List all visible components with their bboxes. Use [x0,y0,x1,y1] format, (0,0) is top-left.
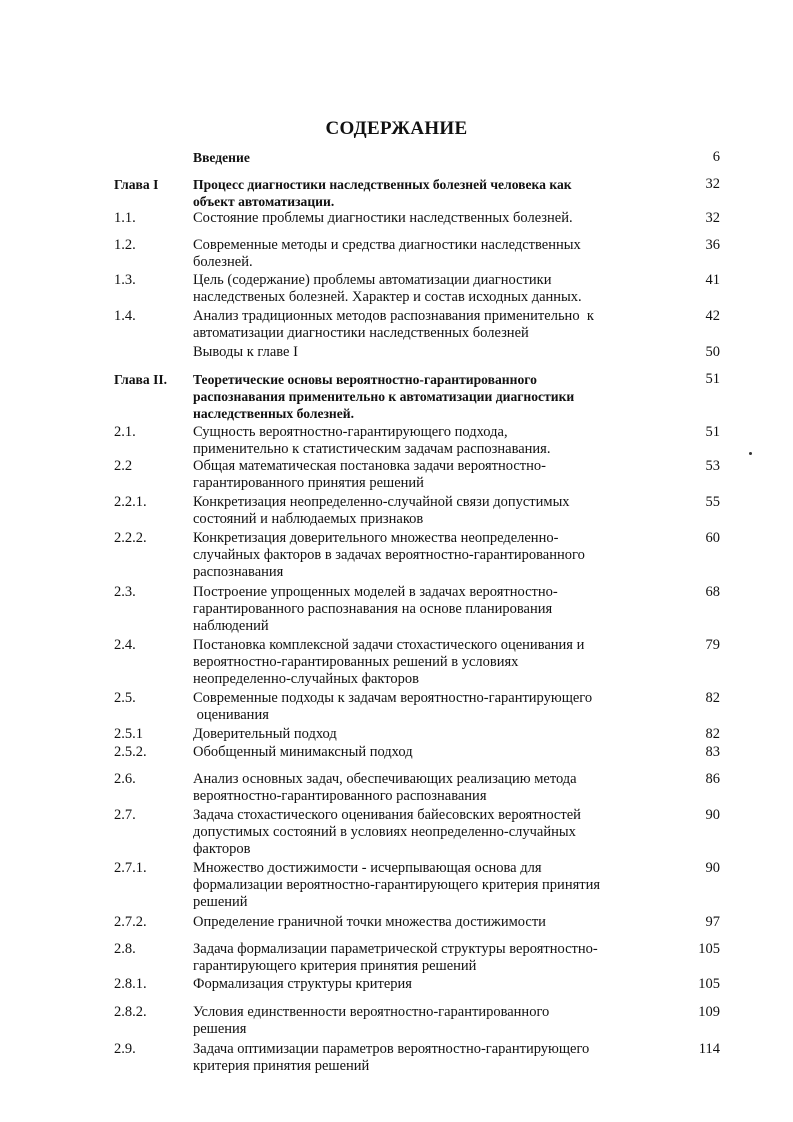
toc-entry-number: 2.9. [114,1041,136,1057]
toc-entry-page: 82 [705,726,720,742]
toc-entry-title: Постановка комплексной задачи стохастического оценивания и вероятностно-гарантированных решений в условиях неопределенно-случайных факторов [193,637,585,687]
toc-entry-title: Формализация структуры критерия [193,976,412,992]
toc-entry-page: 53 [705,458,720,474]
toc-entry-number: 2.7.1. [114,860,147,876]
toc-entry-title: Доверительный подход [193,726,337,742]
toc-entry-title: Задача формализации параметрической структуры вероятностно- гарантирующего критерия принятия решений [193,941,598,974]
toc-entry-title: Задача стохастического оценивания байесовских вероятностей допустимых состояний в условиях неопределенно-случайных факторов [193,807,581,857]
toc-entry-page: 32 [705,176,720,192]
toc-entry-number: 1.2. [114,237,136,253]
toc-entry-page: 32 [705,210,720,226]
toc-entry-page: 6 [712,149,720,165]
toc-entry-title: Теоретические основы вероятностно-гарантированного распознавания применительно к автоматизации диагностики наследственных болезней. [193,372,575,421]
toc-entry-number: 2.5. [114,690,136,706]
toc-entry-page: 60 [705,530,720,546]
toc-entry-title: Конкретизация доверительного множества неопределенно- случайных факторов в задачах вероятностно-гарантированного распознавания [193,530,585,580]
toc-entry-page: 105 [698,941,720,957]
toc-entry-page: 90 [705,807,720,823]
toc-entry-page: 68 [705,584,720,600]
toc-entry-page: 90 [705,860,720,876]
toc-entry-number: 2.2 [114,458,133,474]
toc-entry-number: 2.3. [114,584,136,600]
toc-entry-page: 109 [698,1004,720,1020]
toc-entry-title: Анализ основных задач, обеспечивающих реализацию метода вероятностно-гарантированного распознавания [193,771,577,804]
toc-entry-title: Процесс диагностики наследственных болезней человека как объект автоматизации. [193,177,572,209]
toc-entry-page: 83 [705,744,720,760]
toc-entry-title: Множество достижимости - исчерпывающая основа для формализации вероятностно-гарантирующего критерия принятия решений [193,860,601,910]
toc-entry-page: 55 [705,494,720,510]
toc-entry-title: Современные методы и средства диагностики наследственных болезней. [193,237,581,270]
toc-entry-number: 2.5.2. [114,744,147,760]
toc-entry-page: 86 [705,771,720,787]
toc-entry-page: 51 [705,424,720,440]
toc-entry-page: 41 [705,272,720,288]
toc-entry-title: Сущность вероятностно-гарантирующего подхода, применительно к статистическим задачам распознавания. [193,424,551,457]
toc-entry-title: Общая математическая постановка задачи вероятностно- гарантированного принятия решений [193,458,546,491]
toc-entry-number: 2.5.1 [114,726,143,742]
toc-entry-number: 2.8.2. [114,1004,147,1020]
toc-entry-page: 36 [705,237,720,253]
toc-entry-number: 2.7. [114,807,136,823]
toc-entry-page: 82 [705,690,720,706]
toc-entry-number: 2.2.2. [114,530,147,546]
toc-entry-title: Условия единственности вероятностно-гарантированного решения [193,1004,550,1037]
toc-entry-page: 42 [705,308,720,324]
toc-entry-number: Глава I [114,177,159,192]
toc-entry-title: Состояние проблемы диагностики наследственных болезней. [193,210,573,226]
toc-entry-number: 1.3. [114,272,136,288]
toc-entry-number: 1.1. [114,210,136,226]
toc-entry-page: 50 [705,344,720,360]
toc-entry-number: 2.7.2. [114,914,147,930]
toc-entry-title: Конкретизация неопределенно-случайной связи допустимых состояний и наблюдаемых признаков [193,494,570,527]
toc-entry-page: 97 [705,914,720,930]
toc-entry-title: Цель (содержание) проблемы автоматизации диагностики наследственых болезней. Характер и состав исходных данных. [193,272,582,305]
toc-entry-title: Задача оптимизации параметров вероятностно-гарантирующего критерия принятия решений [193,1041,590,1074]
toc-entry-title: Выводы к главе I [193,344,298,360]
toc-entry-number: 2.8. [114,941,136,957]
toc-entry-number: 2.1. [114,424,136,440]
toc-entry-title: Современные подходы к задачам вероятностно-гарантирующего оценивания [193,690,593,723]
page-title: СОДЕРЖАНИЕ [325,118,468,139]
toc-entry-page: 51 [705,371,720,387]
toc-entry-number: 2.6. [114,771,136,787]
toc-entry-page: 79 [705,637,720,653]
toc-entry-title: Определение граничной точки множества достижимости [193,914,546,930]
toc-entry-page: 114 [698,1041,720,1057]
toc-entry-number: Глава II. [114,372,168,387]
toc-entry-number: 2.8.1. [114,976,147,992]
toc-entry-title: Обобщенный минимаксный подход [193,744,413,760]
toc-entry-number: 2.4. [114,637,136,653]
toc-entry-title: Анализ традиционных методов распознавания применительно к автоматизации диагностики наследственных болезней [193,308,594,341]
toc-entry-title: Построение упрощенных моделей в задачах вероятностно- гарантированного распознавания на основе планирования наблюдений [193,584,558,634]
toc-entry-number: 1.4. [114,308,136,324]
scan-speck [749,452,752,455]
toc-entry-page: 105 [698,976,720,992]
toc-entry-title: Введение [193,150,250,165]
toc-entry-number: 2.2.1. [114,494,147,510]
